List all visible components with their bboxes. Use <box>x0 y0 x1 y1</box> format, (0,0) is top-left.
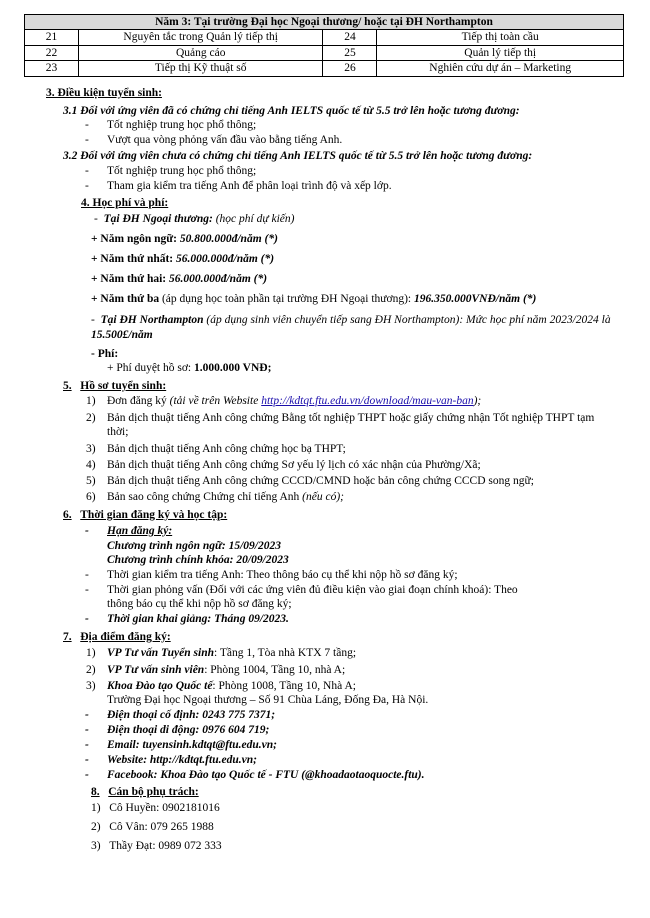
location-address: Trường Đại học Ngoại thương – Số 91 Chùa Láng, Đống Đa, Hà Nội. <box>107 694 429 706</box>
fee-note: (áp dụng học toàn phần tại trường ĐH Ngoại thương): <box>159 293 414 305</box>
doc-item-note: (nếu có); <box>302 491 344 503</box>
section-5-title <box>63 379 166 393</box>
list-num: 3) <box>91 840 101 852</box>
section-7-title-text: Địa điểm đăng ký: <box>80 631 171 643</box>
fee-line <box>91 232 278 246</box>
fee-line <box>91 272 267 286</box>
section-num: 8. <box>91 786 100 798</box>
table-cell: 26 <box>323 61 377 76</box>
list-item-text: Thời gian kiểm tra tiếng Anh: Theo thông báo cụ thể khi nộp hồ sơ đăng ký; <box>107 569 458 581</box>
doc-item: Bản dịch thuật tiếng Anh công chứng Sơ yếu lý lịch có xác nhận của Phường/Xã; <box>107 459 481 471</box>
contact-website <box>107 753 257 767</box>
section-num: 6. <box>63 509 72 521</box>
list-item <box>107 179 392 193</box>
table-cell: 23 <box>25 61 79 76</box>
doc-item: Bản dịch thuật tiếng Anh công chứng CCCD/CMND hoặc bản công chứng CCCD song ngữ; <box>107 475 534 487</box>
doc-item: Bản dịch thuật tiếng Anh công chứng Bằng tốt nghiệp THPT hoặc giấy chứng nhận Tốt nghiệp THPT tạm <box>107 412 595 424</box>
staff-item <box>91 820 214 834</box>
fee-value: 56.000.000đ/năm (*) <box>168 273 268 285</box>
deadline-main: Chương trình chính khóa: 20/09/2023 <box>107 554 289 566</box>
list-item-text: Tham gia kiểm tra tiếng Anh để phân loại trình độ và xếp lớp. <box>107 180 392 192</box>
doc-item-note: (tải về trên Website <box>169 395 262 407</box>
table-row <box>25 45 624 60</box>
list-num: 2) <box>86 412 96 424</box>
ftu-fee-heading: - Tại ĐH Ngoại thương: (học phí dự kiến) <box>94 213 295 225</box>
section-4-title <box>81 196 168 210</box>
table-cell: 25 <box>323 45 377 60</box>
table-cell: Tiếp thị toàn cầu <box>377 30 624 45</box>
fee-label: + Phí duyệt hồ sơ: <box>107 362 195 374</box>
fee-label: + Năm thứ hai: <box>91 273 169 285</box>
deadline-label-text: Hạn đăng ký: <box>107 525 173 537</box>
doc-item-cont: thời; <box>107 426 129 438</box>
doc-item-note: ); <box>473 395 482 407</box>
list-item <box>107 612 289 626</box>
list-num: 2) <box>91 821 101 833</box>
staff-text: Cô Huyền: 0902181016 <box>109 802 220 814</box>
contact-mobile <box>107 723 269 737</box>
fee-value: 196.350.000VNĐ/năm (*) <box>414 293 537 305</box>
phi-label: - Phí: <box>91 348 119 360</box>
location-item <box>107 679 356 693</box>
table-cell: 22 <box>25 45 79 60</box>
doc-item: Bản dịch thuật tiếng Anh công chứng học bạ THPT; <box>107 443 346 455</box>
location-label: Khoa Đào tạo Quốc tế <box>107 680 213 692</box>
list-item <box>107 568 458 582</box>
table-cell: Quản lý tiếp thị <box>377 45 624 60</box>
list-item-text: Thời gian khai giảng: Tháng 09/2023. <box>107 613 289 625</box>
staff-text: Thầy Đạt: 0989 072 333 <box>109 840 222 852</box>
list-num: 3) <box>86 680 96 692</box>
table-row <box>25 61 624 76</box>
section-3-title: 3. Điều kiện tuyển sinh: <box>46 87 162 99</box>
list-item-text: Tốt nghiệp trung học phổ thông; <box>107 165 257 177</box>
staff-text: Cô Vân: 079 265 1988 <box>109 821 214 833</box>
contact-text: Website: http://kdtqt.ftu.edu.vn; <box>107 754 257 766</box>
section-5-title-text: Hồ sơ tuyển sinh: <box>80 380 167 392</box>
list-num: 2) <box>86 664 96 676</box>
location-text: : Tầng 1, Tòa nhà KTX 7 tầng; <box>214 647 357 659</box>
fee-line <box>91 252 274 266</box>
table-cell: Quảng cáo <box>78 45 323 60</box>
section-7-title <box>63 630 171 644</box>
fee-line-year3 <box>91 292 536 306</box>
table-row <box>25 30 624 45</box>
deadline-lang: Chương trình ngôn ngữ: 15/09/2023 <box>107 540 281 552</box>
table-cell: 21 <box>25 30 79 45</box>
doc-item-text: Bản sao công chứng Chứng chỉ tiếng Anh <box>107 491 303 503</box>
table-cell: Tiếp thị Kỹ thuật số <box>78 61 323 76</box>
fee-value: 56.000.000đ/năm (*) <box>176 253 275 265</box>
northampton-label: Tại ĐH Northampton <box>100 314 204 326</box>
table-cell: 24 <box>323 30 377 45</box>
fee-value: 1.000.000 VNĐ; <box>194 362 272 374</box>
fee-label: + Năm ngôn ngữ: <box>91 233 180 245</box>
section-6-title-text: Thời gian đăng ký và học tập: <box>80 509 228 521</box>
list-num: 1) <box>91 802 101 814</box>
contact-text: Email: tuyensinh.kdtqt@ftu.edu.vn; <box>107 739 277 751</box>
table-cell: Nguyên tắc trong Quản lý tiếp thị <box>78 30 323 45</box>
table-cell: Nghiên cứu dự án – Marketing <box>377 61 624 76</box>
list-num: 1) <box>86 395 96 407</box>
contact-email <box>107 738 277 752</box>
section-num: 7. <box>63 631 72 643</box>
list-item-text: Tốt nghiệp trung học phổ thông; <box>107 119 257 131</box>
section-8-title <box>91 785 199 799</box>
list-num: 6) <box>86 491 96 503</box>
location-label: VP Tư vấn Tuyển sinh <box>107 647 214 659</box>
section-6-title <box>63 508 227 522</box>
northampton-note: (áp dụng sinh viên chuyển tiếp sang ĐH Northampton): Mức học phí năm 2023/2024 là <box>203 314 611 326</box>
table-header-row <box>25 15 624 30</box>
location-item <box>107 646 356 660</box>
contact-phone <box>107 708 275 722</box>
fee-value: 50.800.000đ/năm (*) <box>179 233 278 245</box>
contact-text: Điện thoại cố định: 0243 775 7371; <box>107 709 276 721</box>
curriculum-table <box>24 14 624 77</box>
northampton-fee: - Tại ĐH Northampton (áp dụng sinh viên chuyển tiếp sang ĐH Northampton): Mức học phí năm 2023/2024 là <box>91 314 611 326</box>
staff-item <box>91 839 222 853</box>
doc-item-text: Đơn đăng ký <box>107 395 170 407</box>
list-num: 3) <box>86 443 96 455</box>
fee-label: + Năm thứ nhất: <box>91 253 177 265</box>
staff-item <box>91 801 220 815</box>
section-3-2-title: 3.2 Đối với ứng viên chưa có chứng chỉ tiếng Anh IELTS quốc tế từ 5.5 trở lên hoặc tương đương: <box>63 150 533 162</box>
northampton-fee-value: 15.500£/năm <box>91 329 153 341</box>
doc-item <box>107 490 344 504</box>
section-3-1-title: 3.1 Đối với ứng viên đã có chứng chỉ tiếng Anh IELTS quốc tế từ 5.5 trở lên hoặc tương đương: <box>63 105 520 117</box>
contact-facebook <box>107 768 425 782</box>
section-num: 5. <box>63 380 72 392</box>
section-4-title-text: 4. Học phí và phí: <box>81 197 169 209</box>
list-item <box>107 118 256 132</box>
list-item <box>107 583 518 597</box>
ftu-label: Tại ĐH Ngoại thương: <box>103 213 213 225</box>
list-num: 1) <box>86 647 96 659</box>
contact-text: Điện thoại di động: 0976 604 719; <box>107 724 270 736</box>
fee-line <box>107 361 271 375</box>
list-item <box>107 164 256 178</box>
list-item-text: Vượt qua vòng phỏng vấn đầu vào bằng tiếng Anh. <box>107 134 343 146</box>
deadline-label <box>107 524 172 538</box>
fee-label: + Năm thứ ba <box>91 293 160 305</box>
location-text: : Phòng 1008, Tầng 10, Nhà A; <box>212 680 356 692</box>
location-label: VP Tư vấn sinh viên <box>107 664 205 676</box>
location-item <box>107 663 345 677</box>
location-text: : Phòng 1004, Tầng 10, nhà A; <box>204 664 346 676</box>
doc-item <box>107 394 481 408</box>
contact-text: Facebook: Khoa Đào tạo Quốc tế - FTU (@khoadaotaoquocte.ftu). <box>107 769 425 781</box>
ftu-note: (học phí dự kiến) <box>212 213 295 225</box>
section-8-title-text: Cán bộ phụ trách: <box>108 786 199 798</box>
list-item-cont: thông báo cụ thể khi nộp hồ sơ đăng ký; <box>107 598 292 610</box>
list-num: 5) <box>86 475 96 487</box>
table-header: Năm 3: Tại trường Đại học Ngoại thương/ hoặc tại ĐH Northampton <box>25 15 624 30</box>
list-num: 4) <box>86 459 96 471</box>
list-item <box>107 133 342 147</box>
download-link[interactable]: http://kdtqt.ftu.edu.vn/download/mau-van-ban <box>261 395 474 407</box>
list-item-text: Thời gian phỏng vấn (Đối với các ứng viên đủ điều kiện vào giai đoạn chính khoá): Theo <box>107 584 518 596</box>
